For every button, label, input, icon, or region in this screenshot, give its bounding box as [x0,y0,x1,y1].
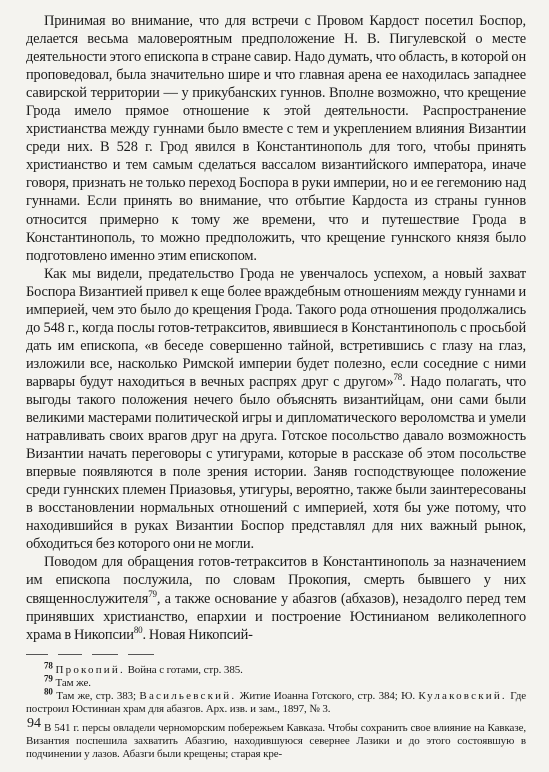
footnote-author: Кулаковский. [418,690,507,703]
paragraph-3-text-b: , а также основание у абазгов (абхазов), незадолго перед тем принявших христианство, епархии и построение Юстинианом великолепного храма в Никопсии [26,590,526,643]
footnote-ref-79: 79 [148,588,157,599]
paragraph-1: Принимая во внимание, что для встречи с Провом Кардост посетил Боспор, делается весьма маловероятным предположение Н. В. Пигулевской о месте деятельности этого епископа в стране савир. Надо думать, что область, в которой он проповедовал, была значительно шире и что главная арена ее находилась западнее савирской территории — у прикубанских гуннов. Вполне возможно, что крещение Грода имело прямое отношение к этой деятельности. Распространение христианства между гуннами было вместе с тем и укреплением влияния Византии среди них. В 528 г. Грод явился в Константинополь для того, чтобы принять христианство и тем самым сделаться вассалом византийского императора, иначе говоря, признать не только переход Боспора в руки империи, но и ее гегемонию над гуннами. Если принять во внимание, что отбытие Кардоста из страны гуннов относится примерно к тому же времени, что и путешествие Грода в Константинополь, то можно предположить, что крещение гуннского князя было подготовлено именно этим епископом. [26,13,526,264]
footnote-text: Там же. [55,676,91,689]
footnote-author: Прокопий. [55,663,125,676]
footnote-num: 78 [44,659,53,670]
paragraph-3 [26,553,526,643]
footnote-ref-80: 80 [133,624,143,635]
paragraph-3-text-a: Поводом для обращения готов-тетракситов в Константинополь за назначением им епископа послужила, по словам Прокопия, смерть бывшего у них священнослужителя [26,554,526,607]
footnote-78 [26,659,526,677]
footnote-separator [26,650,526,660]
footnote-num: 80 [44,686,53,697]
footnote-text: Там же, стр. 383; [56,690,140,703]
footnote-author: Васильевский. [139,690,237,703]
paragraph-2-text-b: . Надо полагать, что выгоды такого положения нечего было объяснять византийцам, они сами были великими мастерами политической игры и дипломатического вероломства и умели натравливать своих врагов друг на друга. Готское посольство давало возможность Византии начать переговоры с утигурами, которые в рассказе об этом посольстве впервые появляются в поле зрения истории. Заняв господствующее положение среди гуннских племен Приазовья, утигуры, вероятно, также были заинтересованы в восстановлении нормальных отношений с империей, хотя бы уже потому, что находившийся в руках Византии Боспор представлял для них важный рынок, обходиться без которого они не могли. [26,373,526,553]
page-number: 94 [27,716,41,731]
footnote-text: Житие Иоанна Готского, стр. 384; Ю. [236,690,419,703]
footnote-79 [26,673,526,690]
footnote-num: 79 [44,673,53,684]
page-body [26,12,526,772]
footnote-80 [26,686,526,716]
paragraph-2-text-a: Как мы видели, предательство Грода не увенчалось успехом, а новый захват Боспора Византией привел к еще более враждебным отношениям между гуннами и империей, чем это было до крещения Грода. Такого рода отношения продолжались до 548 г., когда послы готов-тетракситов, явившиеся в Константинополь с просьбой дать им епископа, «в беседе совершенно тайной, встретившись с глазу на глаз, изложили все, насколько Римской империи будет полезно, если соседние с ними варвары будут находиться в вечных распрях друг с другом» [26,265,526,390]
footnote-continuation: В 541 г. персы овладели черноморским побережьем Кавказа. Чтобы сохранить свое влияние на Кавказе, Византия поспешила захватить Абазгию, находившуюся севернее Лазики и до этого состоявшую в подчинении у лазов. Абазги были крещены; старая кре- [26,722,526,761]
paragraph-2 [26,265,526,554]
footnote-ref-78: 78 [393,372,403,383]
footnote-text: Где построил Юстиниан храм для абазгов. Арх. изв. и зам., 1897, № 3. [26,690,526,716]
footnote-text: Война с готами, стр. 385. [124,663,243,676]
paragraph-3-text-c: . Новая Никопсий- [142,626,253,643]
